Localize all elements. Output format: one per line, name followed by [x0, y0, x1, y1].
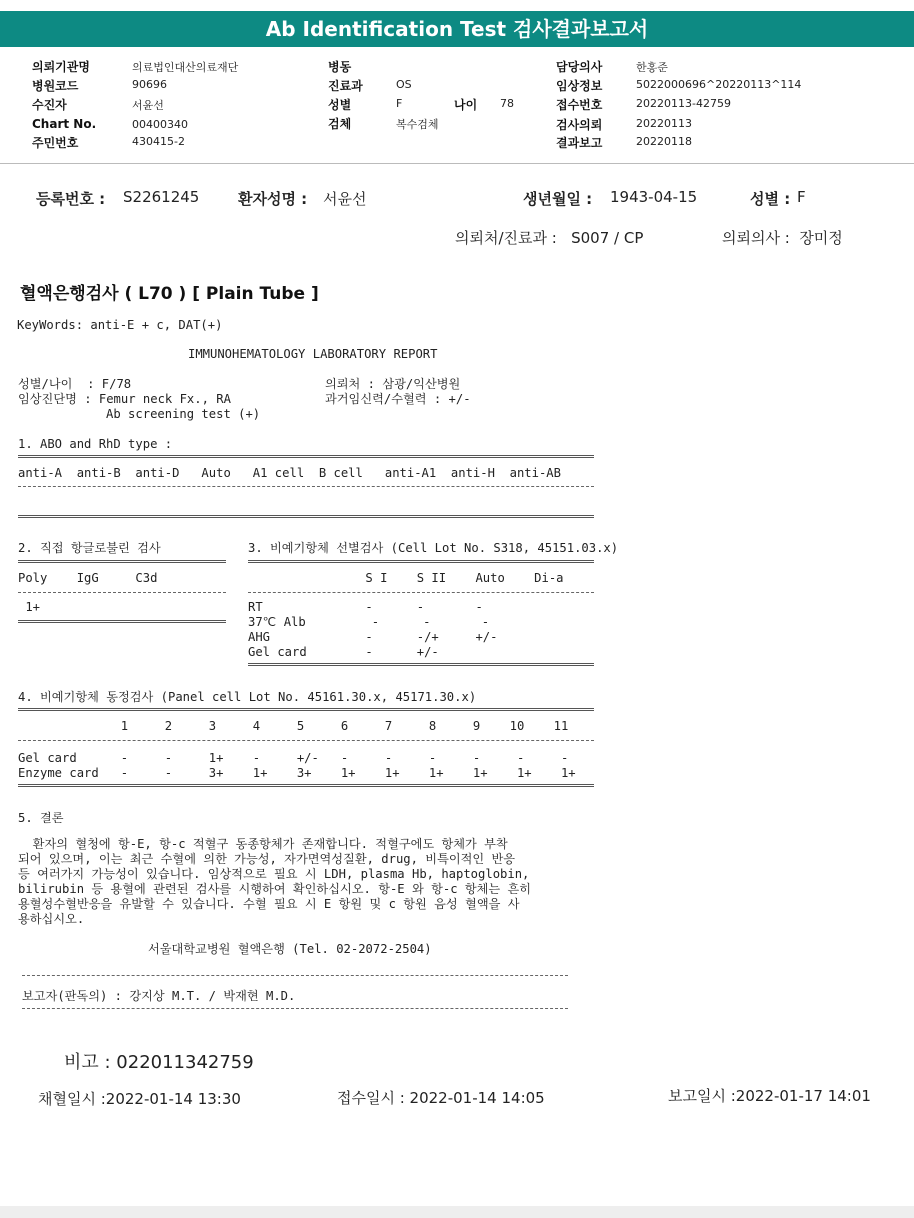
screening-row: RT - - -: [248, 600, 483, 614]
keywords: KeyWords: anti-E + c, DAT(+): [17, 318, 223, 332]
section-4-title: 4. 비예기항체 동정검사 (Panel cell Lot No. 45161.30.x, 45171.30.x): [18, 690, 477, 704]
dob-label: 생년월일 :: [523, 190, 593, 208]
section-1-title: 1. ABO and RhD type :: [18, 437, 173, 451]
rule: [248, 663, 594, 666]
header-label: 결과보고: [556, 136, 603, 150]
report-time: 보고일시 :2022-01-17 14:01: [668, 1087, 871, 1105]
rule: [18, 515, 594, 518]
screening-row: Gel card - +/-: [248, 645, 439, 659]
screening-columns: S I S II Auto Di-a: [248, 571, 564, 585]
reg-label: 등록번호 :: [36, 190, 106, 208]
diagnosis-2: Ab screening test (+): [18, 407, 261, 421]
abo-columns: anti-A anti-B anti-D Auto A1 cell B cell anti-A1 anti-H anti-AB: [18, 466, 561, 480]
conclusion-line: 용하십시오.: [18, 912, 85, 926]
name-value: 서윤선: [323, 190, 367, 208]
rule: [22, 1008, 568, 1009]
header-label: 병동: [328, 60, 352, 74]
header-value: 5022000696^20220113^114: [636, 78, 802, 91]
rule: [248, 592, 594, 593]
dat-columns: Poly IgG C3d: [18, 571, 158, 585]
section-3-title: 3. 비예기항체 선별검사 (Cell Lot No. S318, 45151.03.x): [248, 541, 619, 555]
rule: [18, 620, 226, 623]
header-label: 수진자: [32, 98, 67, 112]
header-value: 의료법인대산의료재단: [132, 61, 239, 74]
receive-time: 접수일시 : 2022-01-14 14:05: [337, 1089, 545, 1107]
rule: [22, 975, 568, 976]
remark: 비고 : 022011342759: [64, 1052, 254, 1073]
conclusion-line: 등 여러가지 가능성이 있습니다. 임상적으로 필요 시 LDH, plasma Hb, haptoglobin,: [18, 867, 530, 881]
name-label: 환자성명 :: [238, 190, 308, 208]
header-label: 담당의사: [556, 60, 603, 74]
panel-row: Gel card - - 1+ - +/- - - - - - -: [18, 751, 569, 765]
header-value: 20220113: [636, 117, 692, 130]
header-value: 90696: [132, 78, 167, 91]
sex-value: F: [797, 188, 806, 206]
test-title: 혈액은행검사 ( L70 ) [ Plain Tube ]: [20, 284, 319, 304]
screening-row: AHG - -/+ +/-: [248, 630, 498, 644]
header-label: 검사의뢰: [556, 118, 603, 132]
rule: [18, 708, 594, 711]
sex-label: 성별 :: [750, 190, 791, 208]
report-title: Ab Identification Test 검사결과보고서: [0, 11, 914, 47]
screening-row: 37℃ Alb - - -: [248, 615, 490, 629]
dept-info: 의뢰처/진료과 : S007 / CP: [455, 229, 644, 247]
referral: 의뢰처 : 삼광/익산병원: [325, 377, 461, 391]
dob-value: 1943-04-15: [610, 188, 698, 206]
header-value: 20220113-42759: [636, 97, 731, 110]
header-value: 서윤선: [132, 99, 164, 112]
header-label: 주민번호: [32, 136, 79, 150]
header-label: 임상정보: [556, 79, 603, 93]
rule: [18, 740, 594, 741]
reg-value: S2261245: [123, 188, 200, 206]
header-label: 나이: [454, 98, 478, 112]
reporter: 보고자(판독의) : 강지상 M.T. / 박재현 M.D.: [22, 989, 296, 1003]
bottom-bar: [0, 1206, 914, 1218]
divider: [0, 163, 914, 164]
rule: [248, 560, 594, 563]
conclusion-line: 되어 있으며, 이는 최근 수혈에 의한 가능성, 자가면역성질환, drug, 비특이적인 반응: [18, 852, 516, 866]
header-label: 병원코드: [32, 79, 79, 93]
section-5-title: 5. 결론: [18, 811, 64, 825]
header-value: 00400340: [132, 118, 188, 131]
header-value: 78: [500, 97, 514, 110]
panel-columns: 1 2 3 4 5 6 7 8 9 10 11: [18, 719, 569, 733]
report-heading: IMMUNOHEMATOLOGY LABORATORY REPORT: [188, 347, 438, 361]
rule: [18, 560, 226, 563]
rule: [18, 592, 226, 593]
header-value: 한홍준: [636, 61, 668, 74]
sex-age: 성별/나이 : F/78: [18, 377, 132, 391]
diagnosis: 임상진단명 : Femur neck Fx., RA: [18, 392, 231, 406]
header-value: 430415-2: [132, 135, 185, 148]
dat-value: 1+: [18, 600, 41, 614]
header-label: Chart No.: [32, 117, 97, 131]
rule: [18, 486, 594, 487]
header-label: 접수번호: [556, 98, 603, 112]
rule: [18, 784, 594, 787]
section-2-title: 2. 직접 항글로불린 검사: [18, 541, 161, 555]
header-value: 복수검체: [396, 118, 439, 131]
blood-bank: 서울대학교병원 혈액은행 (Tel. 02-2072-2504): [148, 942, 432, 956]
header-value: 20220118: [636, 135, 692, 148]
header-value: F: [396, 97, 403, 110]
header-value: OS: [396, 78, 412, 91]
rule: [18, 455, 594, 458]
doctor-info: 의뢰의사 : 장미정: [722, 229, 843, 247]
header-label: 진료과: [328, 79, 363, 93]
conclusion-line: bilirubin 등 용혈에 관련된 검사를 시행하여 확인하십시오. 항-E 와 항-c 항체는 흔히: [18, 882, 532, 896]
conclusion-line: 환자의 혈청에 항-E, 항-c 적혈구 동종항체가 존재합니다. 적혈구에도 항체가 부착: [18, 837, 508, 851]
header-label: 성별: [328, 98, 352, 112]
header-label: 검체: [328, 117, 352, 131]
header-label: 의뢰기관명: [32, 60, 90, 74]
history: 과거임신력/수혈력 : +/-: [325, 392, 471, 406]
panel-row: Enzyme card - - 3+ 1+ 3+ 1+ 1+ 1+ 1+ 1+ 1+: [18, 766, 576, 780]
conclusion-line: 용혈성수혈반응을 유발할 수 있습니다. 수혈 필요 시 E 항원 및 c 항원 음성 혈액을 사: [18, 897, 520, 911]
draw-time: 채혈일시 :2022-01-14 13:30: [38, 1090, 241, 1108]
